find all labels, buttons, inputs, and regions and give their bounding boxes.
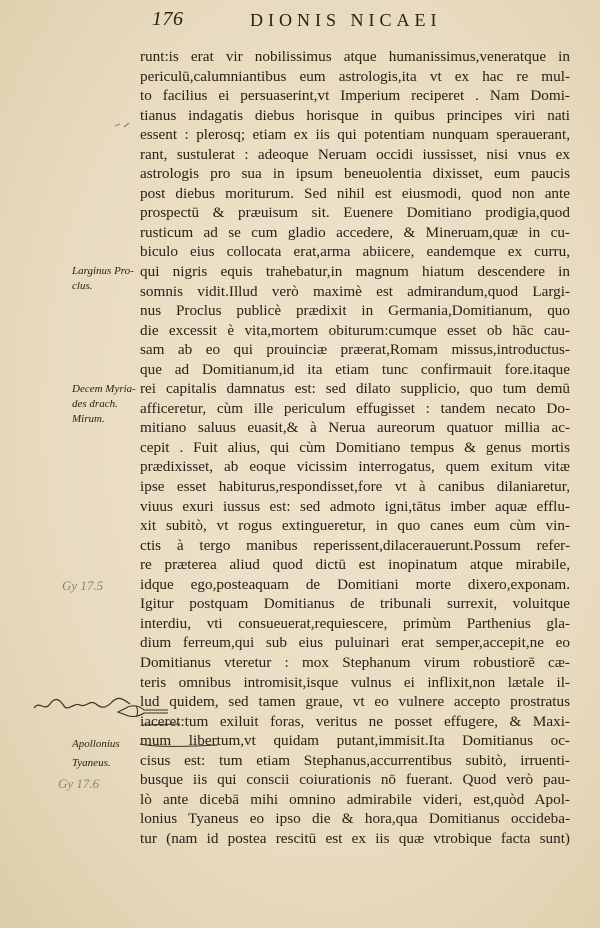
text-line: interdiu, vti consueuerat,requiescere, primùm Parthenius gla- [140, 614, 570, 632]
text-line: rant, sustulerat : adeoque Neruam occidi iussisset, nisi vnus ex [140, 145, 570, 163]
text-line: tianus indagatis diebus horisque in quibus principes viri nati [140, 106, 570, 124]
text-line: ctis à tergo manibus reperissent,dilacerauerunt.Possum refer- [140, 536, 570, 554]
text-line: dium ferreum,qui sub eius puluinari erat semper,accepit,ne eo [140, 634, 570, 652]
text-line: sam ab eo qui prouinciæ præerat,Romam missus,introductus- [140, 341, 570, 359]
text-line: astrologis pro sua in ipsum beneuolentia dixisset, eum paucis [140, 165, 570, 183]
text-line: somnis vidit.Illud verò maximè est admirandum,quod Largi- [140, 282, 570, 300]
pointing-hand-icon [114, 700, 170, 722]
text-line: xit subitò, vt rogus extingueretur, in quo canes eum cùm vin- [140, 517, 570, 535]
text-line: to facilius ei persuaserint,vt Imperium reciperet . Nam Domi- [140, 87, 570, 105]
underline-mark-icon [138, 722, 318, 756]
text-line: re præterea aliud quod dictū est inopinatum atque mirabile, [140, 556, 570, 574]
text-line: ipse esset habiturus,respondisset,fore vt à canibus dilaniaretur, [140, 478, 570, 496]
text-line: idque ego,posteaquam de Domitiani morte dixero,exponam. [140, 575, 570, 593]
text-line: lud quidem, sed tamen graue, vt eo vulnere accepto prostratus [140, 693, 570, 711]
margin-note: Decem Myria- [72, 383, 136, 395]
handwritten-reference: Gy 17.5 [62, 578, 104, 593]
text-line: biculo eius collocata erat,arma abiicere, eandemque ex curru, [140, 243, 570, 261]
text-line: iaceret:tum exiluit foras, veritus ne posset effugere, & Maxi- [140, 712, 570, 730]
text-line: prædixisset, ab eoque vicissim interrogatus, quem exitum vitæ [140, 458, 570, 476]
text-line: rusticum ad se cum gladio accedere, & Mineruam,quæ in cu- [140, 223, 570, 241]
text-line: nus Proclus publicè prædixit in Germania,Domitianum, quo [140, 302, 570, 320]
margin-notes [0, 0, 140, 928]
text-line: die excessit è vita,mortem obiturum:cumque esset ob hāc cau- [140, 321, 570, 339]
text-line: viuus exuri iussus est: sed admoto igni,tātus imber aquæ efflu- [140, 497, 570, 515]
text-line: runt:is erat vir nobilissimus atque humanissimus,veneratque in [140, 48, 570, 65]
text-line: mitiano saluus euasit,& à Nerua aureorum quatuor millia ac- [140, 419, 570, 437]
text-line: que ad Domitianum,id ita etiam tunc confirmauit fore.itaque [140, 360, 570, 378]
margin-note: des drach. [72, 398, 118, 410]
page-number: 176 [152, 8, 184, 30]
text-line: essent : plerosq; etiam ex iis qui potentiam nunquam sperauerant, [140, 126, 570, 144]
margin-note: Apollonius [72, 738, 120, 750]
text-line: teris omnibus intromisit,isque vulnus ei inflixit,non lætale il- [140, 673, 570, 691]
text-line: lò ante dicebā mihi omnino admirabile videri, est,quòd Apol- [140, 790, 570, 808]
text-line: afficeretur, cùm ille periculum effugisset : tandem necato Do- [140, 399, 570, 417]
margin-note: Mirum. [72, 413, 105, 425]
text-line: cisus est: tum etiam Stephanus,accurrentibus subitò, irruenti- [140, 751, 570, 769]
text-line: cepit . Fuit alius, qui cùm Domitiano tempus & genus mortis [140, 438, 570, 456]
text-line: prospectū & præuisum sit. Euenere Domitiano prodigia,quod [140, 204, 570, 222]
text-line: Igitur postquam Domitianus de tribunali surrexit, voluitque [140, 595, 570, 613]
text-line: post diebus moriturum. Sed nihil est eiusmodi, quod non ante [140, 184, 570, 202]
text-line: busque iis qui conscii coiurationis nō fuerant. Quod verò pau- [140, 771, 570, 789]
margin-note: Tyaneus. [72, 757, 111, 769]
text-line: mum libertum,vt quidam putant,immisit.Ita Domitianus oc- [140, 732, 570, 750]
margin-note: clus. [72, 280, 93, 292]
text-line: Domitianus vteretur : mox Stephanum virum robustiorē cæ- [140, 653, 570, 671]
text-line: periculū,calumniantibus eum astrologis,ita vt ex hac re mul- [140, 67, 570, 85]
text-line: lonius Tyaneus eo ipso die & hora,qua Domitianus occideba- [140, 810, 570, 828]
running-head: DIONIS NICAEI [250, 10, 442, 30]
text-line: qui nigris equis trahebatur,in magnum hiatum descendere in [140, 263, 570, 281]
pencil-mark-icon [112, 118, 134, 132]
text-line: tur (nam id postea rescitū est ex iis quæ vtrobique facta sunt) [140, 829, 570, 847]
margin-note: Larginus Pro- [72, 265, 134, 277]
text-line: rei capitalis damnatus est: sed dilato supplicio, quo tum demū [140, 380, 570, 398]
handwritten-reference: Gy 17.6 [58, 776, 100, 791]
